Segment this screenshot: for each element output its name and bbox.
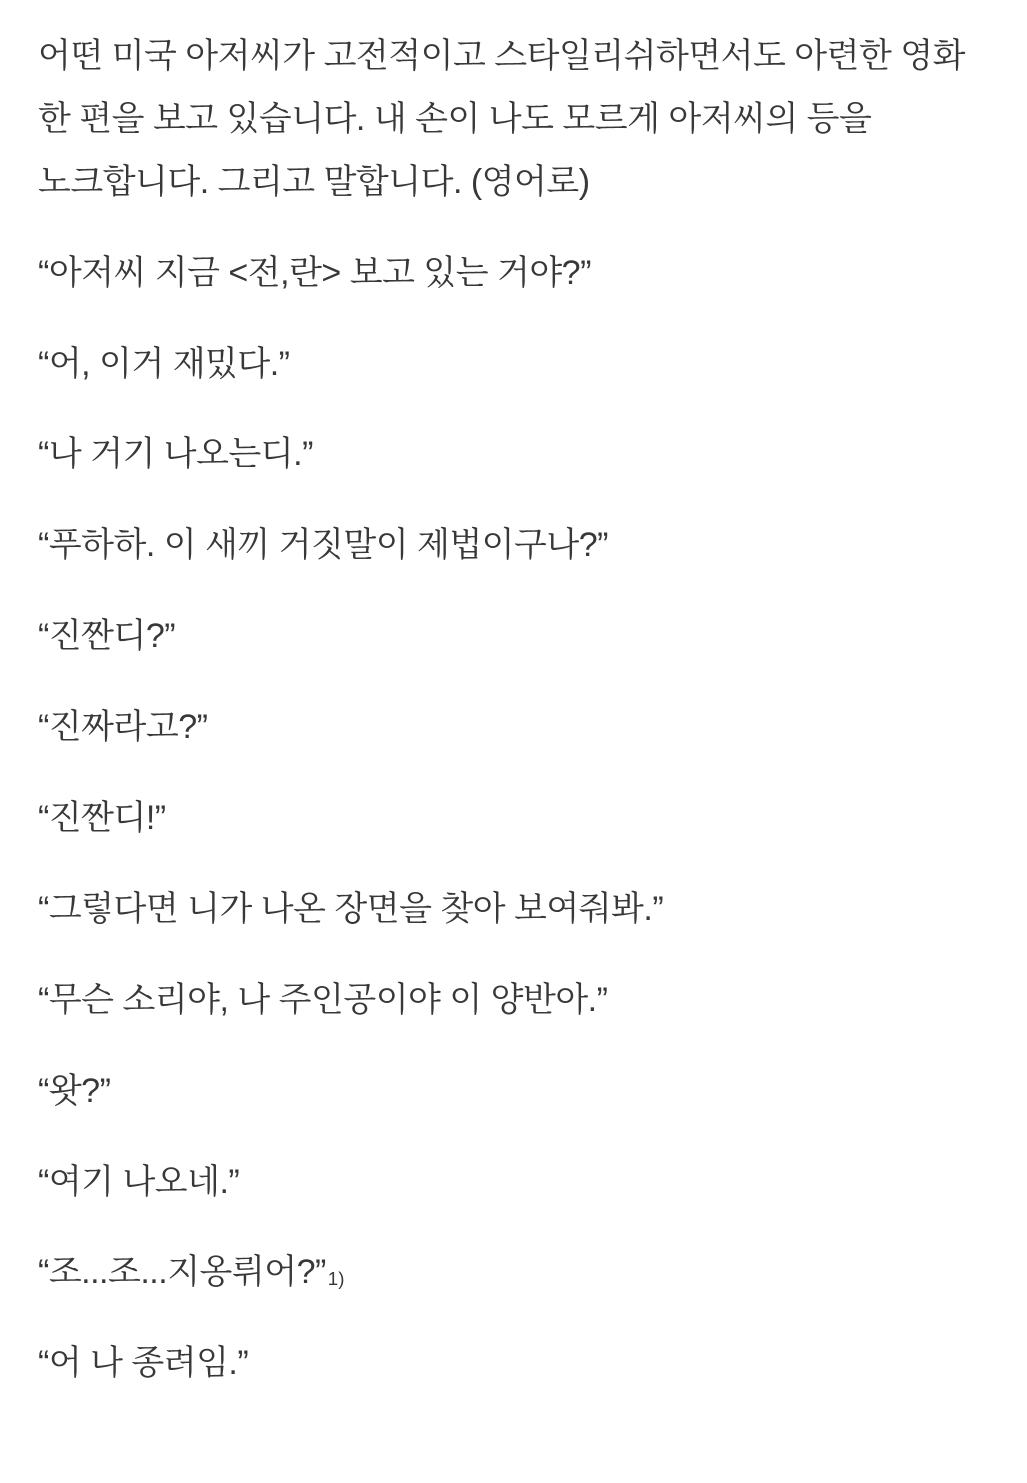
- dialogue-line: “무슨 소리야, 나 주인공이야 이 양반아.”: [38, 980, 608, 1019]
- dialogue-line: “진짠디?”: [38, 617, 176, 656]
- footnote-marker: 1): [327, 1267, 345, 1289]
- dialogue-line: [38, 1241, 987, 1304]
- dialogue-line: “진짠디!”: [38, 799, 166, 838]
- dialogue-line: “왓?”: [38, 1071, 111, 1110]
- dialogue-line: “푸하하. 이 새끼 거짓말이 제법이구나?”: [38, 526, 608, 565]
- narration-paragraph: 어떤 미국 아저씨가 고전적이고 스타일리쉬하면서도 아련한 영화 한 편을 보고 있습니다. 내 손이 나도 모르게 아저씨의 등을 노크합니다. 그리고 말합니다. (영어로): [38, 37, 965, 201]
- dialogue-line: “어, 이거 재밌다.”: [38, 344, 290, 383]
- dialogue-line: “아저씨 지금 <전,란> 보고 있는 거야?”: [38, 253, 591, 292]
- dialogue-text: “조...조...지옹뤼어?”: [38, 1253, 326, 1292]
- dialogue-line: “그렇다면 니가 나온 장면을 찾아 보여줘봐.”: [38, 889, 664, 928]
- dialogue-line: “진짜라고?”: [38, 708, 208, 747]
- dialogue-line: “나 거기 나오는디.”: [38, 435, 313, 474]
- dialogue-line: “여기 나오네.”: [38, 1162, 240, 1201]
- dialogue-line: “어 나 종려임.”: [38, 1344, 249, 1383]
